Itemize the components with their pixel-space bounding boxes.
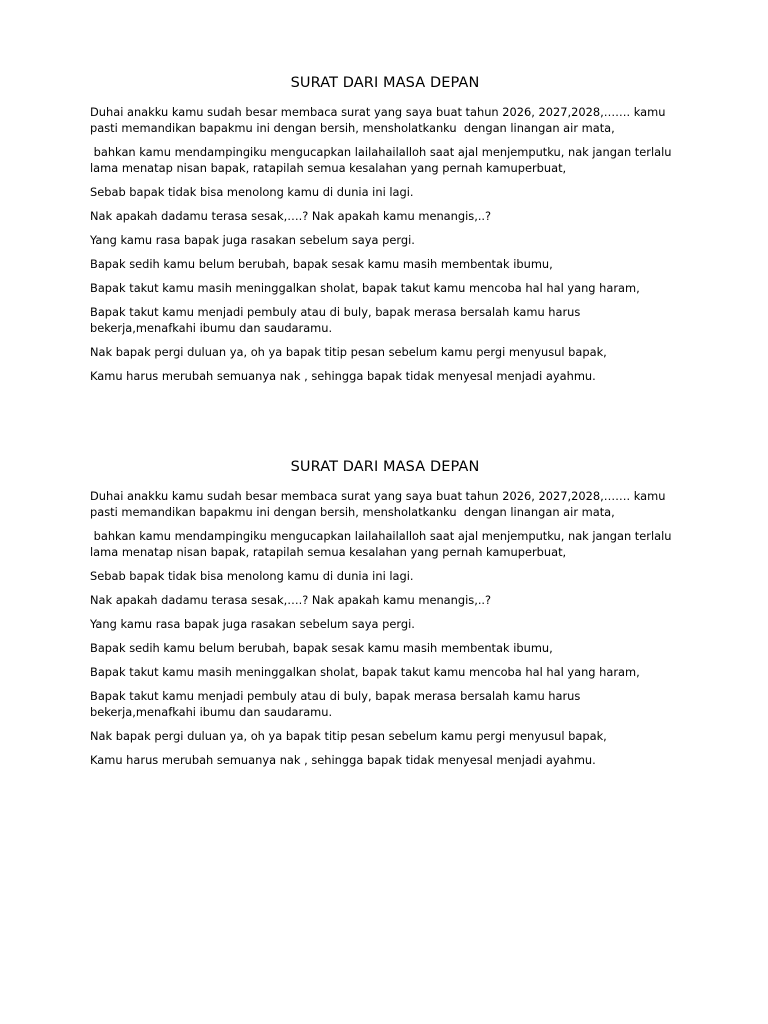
letter-section-1 bbox=[90, 73, 680, 392]
paragraph: Kamu harus merubah semuanya nak , sehingga bapak tidak menyesal menjadi ayahmu. bbox=[90, 753, 596, 767]
paragraph: bahkan kamu mendampingiku mengucapkan lailahailalloh saat ajal menjemputku, nak jangan terlalu lama menatap nisan bapak, ratapilah semua kesalahan yang pernah kamuperbuat, bbox=[90, 145, 676, 175]
paragraph: Nak apakah dadamu terasa sesak,….? Nak apakah kamu menangis,..? bbox=[90, 593, 492, 607]
letter-section-2 bbox=[90, 457, 680, 776]
paragraph: Duhai anakku kamu sudah besar membaca surat yang saya buat tahun 2026, 2027,2028,……. kamu pasti memandikan bapakmu ini dengan bersih, mensholatkanku dengan linangan air mata, bbox=[90, 489, 670, 519]
paragraph: Duhai anakku kamu sudah besar membaca surat yang saya buat tahun 2026, 2027,2028,……. kamu pasti memandikan bapakmu ini dengan bersih, mensholatkanku dengan linangan air mata, bbox=[90, 105, 670, 135]
paragraph: Bapak takut kamu masih meninggalkan sholat, bapak takut kamu mencoba hal hal yang haram, bbox=[90, 281, 640, 295]
paragraph: Bapak sedih kamu belum berubah, bapak sesak kamu masih membentak ibumu, bbox=[90, 257, 553, 271]
paragraph: Bapak takut kamu menjadi pembuly atau di buly, bapak merasa bersalah kamu harus bekerja,menafkahi ibumu dan saudaramu. bbox=[90, 689, 584, 719]
paragraph: Kamu harus merubah semuanya nak , sehingga bapak tidak menyesal menjadi ayahmu. bbox=[90, 369, 596, 383]
paragraph: Yang kamu rasa bapak juga rasakan sebelum saya pergi. bbox=[90, 233, 415, 247]
letter-title: SURAT DARI MASA DEPAN bbox=[290, 75, 480, 91]
letter-title: SURAT DARI MASA DEPAN bbox=[290, 459, 480, 475]
paragraph: bahkan kamu mendampingiku mengucapkan lailahailalloh saat ajal menjemputku, nak jangan terlalu lama menatap nisan bapak, ratapilah semua kesalahan yang pernah kamuperbuat, bbox=[90, 529, 676, 559]
paragraph: Nak bapak pergi duluan ya, oh ya bapak titip pesan sebelum kamu pergi menyusul bapak, bbox=[90, 345, 607, 359]
paragraph: Nak apakah dadamu terasa sesak,….? Nak apakah kamu menangis,..? bbox=[90, 209, 492, 223]
paragraph: Bapak takut kamu masih meninggalkan sholat, bapak takut kamu mencoba hal hal yang haram, bbox=[90, 665, 640, 679]
paragraph: Sebab bapak tidak bisa menolong kamu di dunia ini lagi. bbox=[90, 569, 414, 583]
paragraph: Nak bapak pergi duluan ya, oh ya bapak titip pesan sebelum kamu pergi menyusul bapak, bbox=[90, 729, 607, 743]
paragraph: Sebab bapak tidak bisa menolong kamu di dunia ini lagi. bbox=[90, 185, 414, 199]
paragraph: Bapak sedih kamu belum berubah, bapak sesak kamu masih membentak ibumu, bbox=[90, 641, 553, 655]
paragraph: Bapak takut kamu menjadi pembuly atau di buly, bapak merasa bersalah kamu harus bekerja,menafkahi ibumu dan saudaramu. bbox=[90, 305, 584, 335]
paragraph: Yang kamu rasa bapak juga rasakan sebelum saya pergi. bbox=[90, 617, 415, 631]
